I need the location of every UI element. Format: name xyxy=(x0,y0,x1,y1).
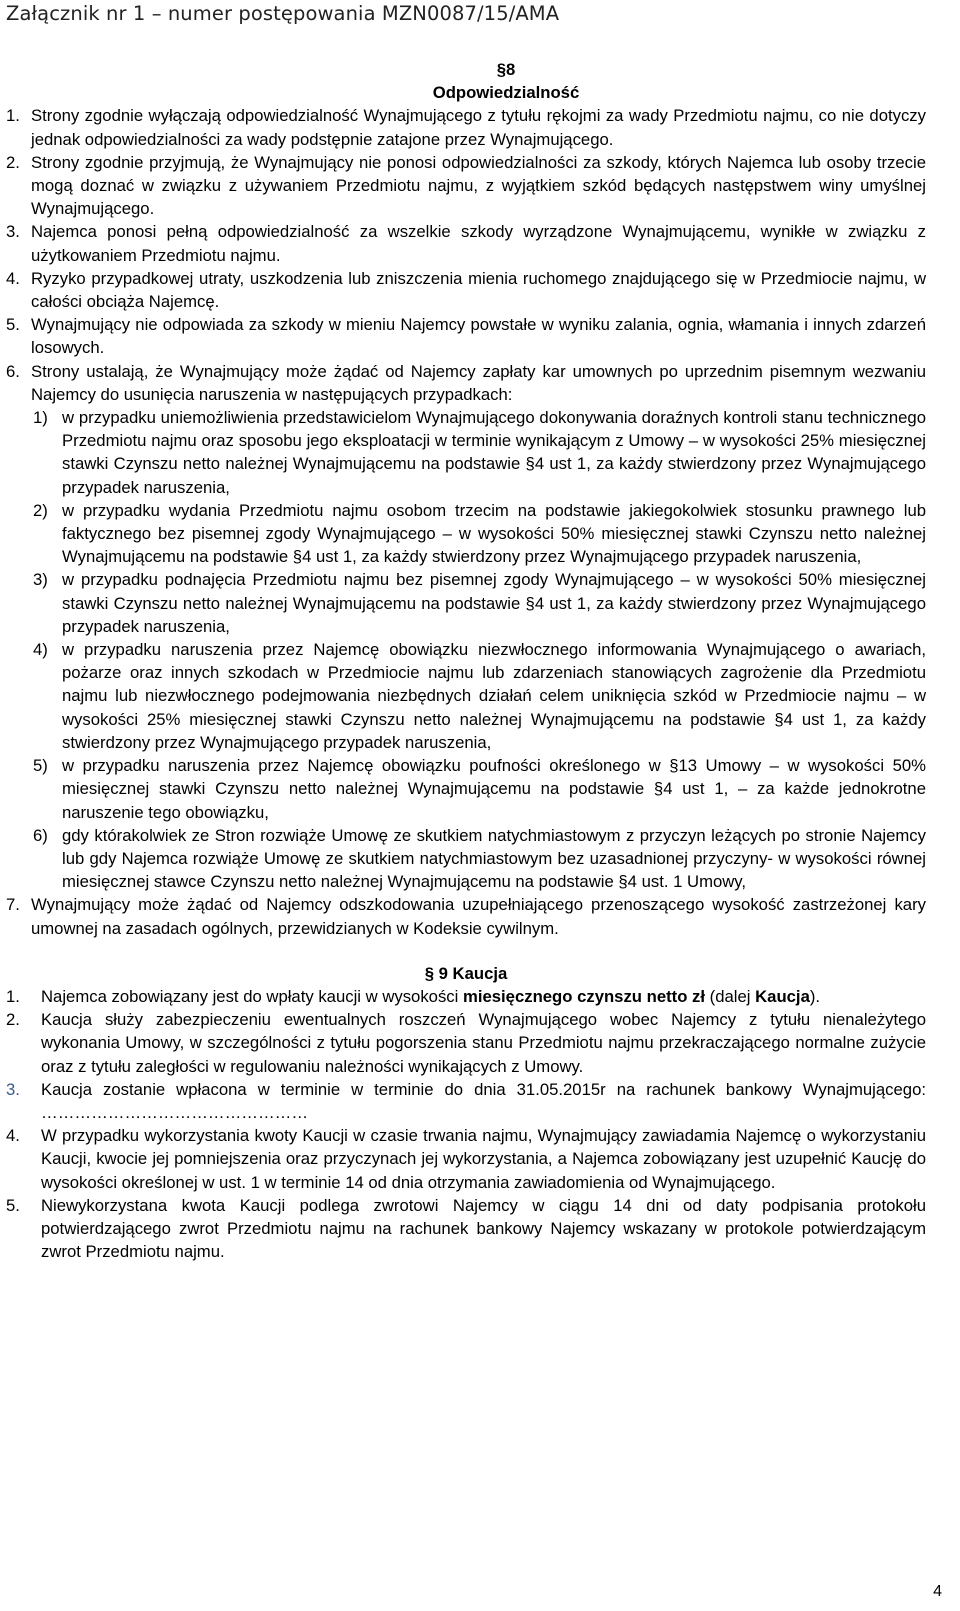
item-number: 7. xyxy=(6,895,20,915)
item-text: Kaucja służy zabezpieczeniu ewentualnych roszczeń Wynajmującego wobec Najemcy z tytułu nienależytego wykonania Umowy, w szczególności z tytułu pogorszenia stanu Przedmiotu najmu przekraczającego normalne zużycie oraz z tytułu zaległości w regulowaniu należności wynikających z Umowy. xyxy=(41,1010,926,1076)
penalty-subitem-3 xyxy=(6,568,926,638)
section-9-item-5 xyxy=(6,1194,926,1264)
subitem-text: gdy którakolwiek ze Stron rozwiąże Umowę ze skutkiem natychmiastowym z przyczyn leżących po stronie Najemcy lub gdy Najemca rozwiąże Umowę ze skutkiem natychmiastowym bez uzasadnionej przyczyny- w wysokości równej miesięcznej stawce Czynszu netto należnej Wynajmującemu na podstawie §4 ust. 1 Umowy, xyxy=(62,825,926,892)
section-8-item-5 xyxy=(6,313,926,359)
penalty-subitem-1 xyxy=(6,406,926,499)
item-text: W przypadku wykorzystania kwoty Kaucji w czasie trwania najmu, Wynajmujący zawiadamia Najemcę o wykorzystaniu Kaucji, kwocie jej pomniejszenia oraz przyczynach jej wykorzystania, a Najemca zobowiązany jest uzupełnić Kaucję do wysokości określonej w ust. 1 w terminie 14 od dnia otrzymania zawiadomienia od Wynajmującego. xyxy=(41,1126,926,1192)
subitem-text: w przypadku naruszenia przez Najemcę obowiązku poufności określonego w §13 Umowy – w wysokości 50% miesięcznej stawki Czynszu netto należnej Wynajmującemu na podstawie §4 ust 1, – za każde jednokrotne naruszenie tego obowiązku, xyxy=(62,756,926,822)
item-number: 1. xyxy=(6,986,20,1006)
item-text: Kaucja zostanie wpłacona w terminie w terminie do dnia 31.05.2015r na rachunek bankowy Wynajmującego: ………………………………………… xyxy=(41,1079,926,1122)
item-number: 5. xyxy=(6,315,20,335)
subitem-text: w przypadku podnajęcia Przedmiotu najmu bez pisemnej zgody Wynajmującego – w wysokości 50% miesięcznej stawki Czynszu netto należnej Wynajmującemu na podstawie §4 ust 1, za każdy stwierdzony przez Wynajmującego przypadek naruszenia, xyxy=(62,570,926,636)
penalty-subitem-5 xyxy=(6,754,926,824)
item-text: Najemca ponosi pełną odpowiedzialność za wszelkie szkody wyrządzone Wynajmującemu, wynikłe w związku z użytkowaniem Przedmiotu najmu. xyxy=(31,222,926,265)
item-text-post: ). xyxy=(809,986,821,1006)
page-number: 4 xyxy=(933,1583,942,1600)
section-8-item-6 xyxy=(6,360,926,406)
item-number: 2. xyxy=(6,152,20,172)
section-8-number: §8 xyxy=(496,60,516,79)
subitem-number: 1) xyxy=(33,408,48,428)
subitem-number: 5) xyxy=(33,756,48,776)
penalty-subitem-6 xyxy=(6,824,926,894)
subitem-text: w przypadku uniemożliwienia przedstawicielom Wynajmującego dokonywania doraźnych kontroli stanu technicznego Przedmiotu najmu oraz sposobu jego eksploatacji w terminie wynikającym z Umowy – w wysokości 25% miesięcznej stawki Czynszu netto należnej Wynajmującemu na podstawie §4 ust 1, za każdy stwierdzony przez Wynajmującego przypadek naruszenia, xyxy=(62,408,926,497)
section-8-item-2 xyxy=(6,151,926,221)
section-spacer xyxy=(6,940,926,962)
section-9-title: § 9 Kaucja xyxy=(424,963,508,983)
document-header: Załącznik nr 1 – numer postępowania MZN0087/15/AMA xyxy=(6,2,560,25)
item-text-mid: (dalej xyxy=(705,986,756,1006)
item-number: 3. xyxy=(6,222,20,242)
item-number: 1. xyxy=(6,106,20,126)
section-8-item-7 xyxy=(6,893,926,939)
subitem-number: 3) xyxy=(33,570,48,590)
section-8-title: Odpowiedzialność xyxy=(432,83,580,103)
subitem-number: 2) xyxy=(33,500,48,520)
item-text: Strony ustalają, że Wynajmujący może żądać od Najemcy zapłaty kar umownych po uprzednim pisemnym wezwaniu Najemcy do usunięcia naruszenia w następujących przypadkach: xyxy=(31,361,926,404)
item-number: 2. xyxy=(6,1010,20,1030)
section-9-item-3 xyxy=(6,1078,926,1124)
section-8-item-1 xyxy=(6,104,926,150)
penalty-subitem-4 xyxy=(6,638,926,754)
section-9-item-4 xyxy=(6,1124,926,1194)
item-text: Strony zgodnie przyjmują, że Wynajmujący nie ponosi odpowiedzialności za szkody, których Najemca lub osoby trzecie mogą doznać w związku z używaniem Przedmiotu najmu, z wyjątkiem szkód będących następstwem winy umyślnej Wynajmującego. xyxy=(31,152,926,219)
subitem-number: 6) xyxy=(33,825,48,845)
item-text-bold-2: Kaucja xyxy=(755,986,810,1006)
item-text: Wynajmujący nie odpowiada za szkody w mieniu Najemcy powstałe w wyniku zalania, ognia, włamania i innych zdarzeń losowych. xyxy=(31,315,926,358)
item-text-pre: Najemca zobowiązany jest do wpłaty kaucji w wysokości xyxy=(41,986,463,1006)
item-number: 3. xyxy=(6,1079,20,1099)
item-number: 4. xyxy=(6,1126,20,1146)
document-body xyxy=(6,58,926,1263)
item-number: 6. xyxy=(6,361,20,381)
item-number: 4. xyxy=(6,268,20,288)
section-9-item-2 xyxy=(6,1008,926,1078)
subitem-text: w przypadku naruszenia przez Najemcę obowiązku niezwłocznego informowania Wynajmującego o awariach, pożarze oraz innych szkodach w Przedmiocie najmu lub zdarzeniach stanowiących zagrożenie dla Przedmiotu najmu lub niezwłocznego podejmowania niezbędnych działań celem uniknięcia szkód w Przedmiocie najmu – w wysokości 25% miesięcznej stawki Czynszu netto należnej Wynajmującemu na podstawie §4 ust 1, za każdy stwierdzony przez Wynajmującego przypadek naruszenia, xyxy=(62,640,926,752)
item-text: Wynajmujący może żądać od Najemcy odszkodowania uzupełniającego przenoszącego wysokość zastrzeżonej kary umownej na zasadach ogólnych, przewidzianych w Kodeksie cywilnym. xyxy=(31,895,926,938)
item-text: Strony zgodnie wyłączają odpowiedzialność Wynajmującego z tytułu rękojmi za wady Przedmiotu najmu, co nie dotyczy jednak odpowiedzialności za wady podstępnie zatajone przez Wynajmującego. xyxy=(31,106,926,149)
section-8-item-4 xyxy=(6,267,926,313)
item-text: Ryzyko przypadkowej utraty, uszkodzenia lub zniszczenia mienia ruchomego znajdującego się w Przedmiocie najmu, w całości obciąża Najemcę. xyxy=(31,268,926,312)
subitem-number: 4) xyxy=(33,640,48,660)
section-9-item-1 xyxy=(6,985,926,1008)
item-text: Niewykorzystana kwota Kaucji podlega zwrotowi Najemcy w ciągu 14 dni od daty podpisania protokołu potwierdzającego zwrot Przedmiotu najmu na rachunek bankowy Najemcy wskazany w protokole potwierdzającym zwrot Przedmiotu najmu. xyxy=(41,1195,926,1262)
subitem-text: w przypadku wydania Przedmiotu najmu osobom trzecim na podstawie jakiegokolwiek stosunku prawnego lub faktycznego bez pisemnej zgody Wynajmującego – w wysokości 50% miesięcznej stawki Czynszu netto należnej Wynajmującemu na podstawie §4 ust 1, za każdy stwierdzony przez Wynajmującego przypadek naruszenia, xyxy=(62,500,926,567)
penalty-subitem-2 xyxy=(6,499,926,569)
section-8-item-3 xyxy=(6,220,926,266)
item-text-bold: miesięcznego czynszu netto zł xyxy=(463,986,706,1006)
item-number: 5. xyxy=(6,1195,20,1215)
